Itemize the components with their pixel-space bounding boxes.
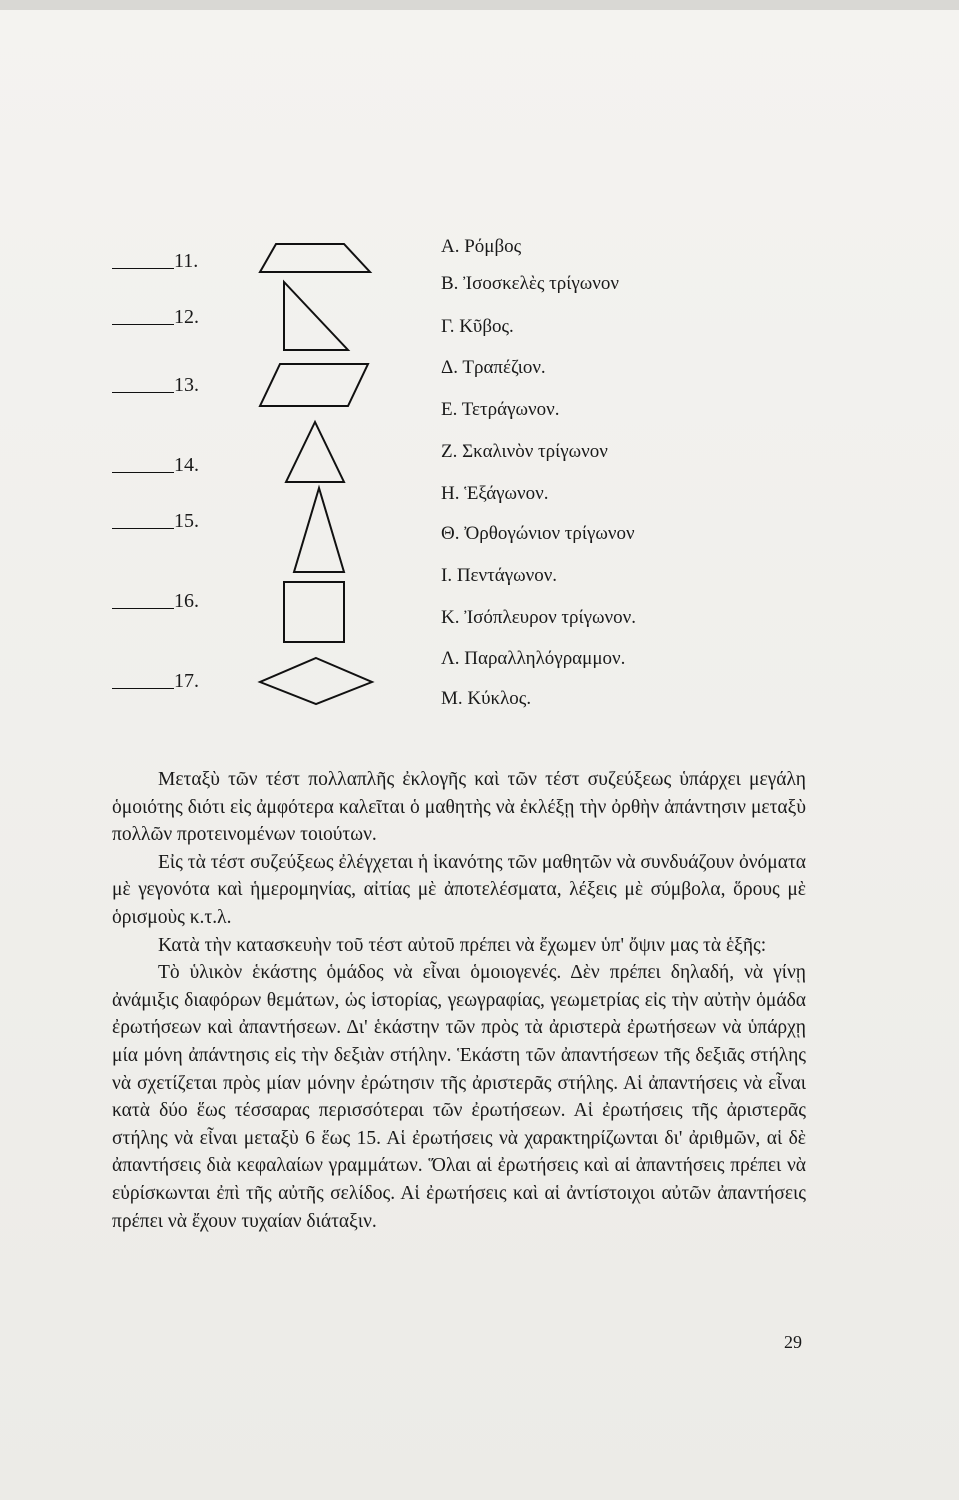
answer-option: Γ. Κῦβος.: [441, 316, 514, 337]
page-top-edge: [0, 0, 959, 10]
answer-option: Α. Ρόμβος: [441, 236, 522, 257]
answer-option: Ε. Τετράγωνον.: [441, 399, 560, 420]
question-number: 17.: [174, 670, 199, 692]
question-item: [112, 246, 222, 276]
paragraph: Τὸ ὑλικὸν ἑκάστης ὁμάδος νὰ εἶναι ὁμοιογενές. Δὲν πρέπει δηλαδή, νὰ γίνῃ ἀνάμιξις διαφόρων θεμάτων, ὡς ἱστορίας, γεωγραφίας, γεωμετρίας εἰς τὴν αὐτὴν ὁμάδα ἐρωτήσεων καὶ ἀπαντήσεων. Δι' ἑκάστην τῶν πρὸς τὰ ἀριστερὰ ἐρωτήσεων νὰ ὑπάρχῃ μία μόνη ἀπάντησις εἰς τὴν δεξιὰν στήλην. Ἑκάστη τῶν ἀπαντήσεων τῆς δεξιᾶς στήλης νὰ σχετίζεται πρὸς μίαν μόνην ἐρώτησιν τῆς ἀριστερᾶς στήλης. Αἱ ἀπαντήσεις νὰ εἶναι κατὰ δύο ἕως τέσσαρας περισσότεραι τῶν ἐρωτήσεων. Αἱ ἐρωτήσεις τῆς ἀριστερᾶς στήλης νὰ εἶναι μεταξὺ 6 ἕως 15. Αἱ ἐρωτήσεις νὰ χαρακτηρίζωνται δι' ἀριθμῶν, αἱ δὲ ἀπαντήσεις διὰ κεφαλαίων γραμμάτων. Ὅλαι αἱ ἐρωτήσεις καὶ αἱ ἀπαντήσεις πρέπει νὰ εὑρίσκωνται ἐπὶ τῆς αὐτῆς σελίδος. Αἱ ἐρωτήσεις καὶ αἱ ἀντίστοιχοι αὐτῶν ἀπαντήσεις πρέπει νὰ ἔχουν τυχαίαν διάταξιν.: [112, 962, 806, 1232]
answer-option: Δ. Τραπέζιον.: [441, 357, 546, 378]
question-item: [112, 586, 222, 616]
answer-option: Ζ. Σκαλινὸν τρίγωνον: [441, 441, 608, 462]
question-number: 11.: [174, 250, 199, 272]
parallelogram-shape: [260, 364, 368, 406]
answer-option: Η. Ἑξάγωνον.: [441, 483, 549, 504]
question-item: [112, 666, 222, 696]
answer-blank: [112, 392, 174, 393]
right-triangle-shape: [284, 282, 348, 350]
answer-blank: [112, 324, 174, 325]
answer-option: Κ. Ἰσόπλευρον τρίγωνον.: [441, 607, 636, 628]
answer-blank: [112, 688, 174, 689]
isosceles-triangle-shape: [294, 488, 344, 572]
body-text: [112, 766, 806, 1235]
answer-blank: [112, 268, 174, 269]
square-shape: [284, 582, 344, 642]
equilateral-triangle-shape: [286, 422, 344, 482]
paragraph: Κατὰ τὴν κατασκευὴν τοῦ τέστ αὐτοῦ πρέπει νὰ ἔχωμεν ὑπ' ὄψιν μας τὰ ἑξῆς:: [158, 934, 767, 956]
answer-option: Λ. Παραλληλόγραμμον.: [441, 648, 626, 669]
page-number: 29: [784, 1332, 802, 1352]
paragraph: Μεταξὺ τῶν τέστ πολλαπλῆς ἐκλογῆς καὶ τῶν τέστ συζεύξεως ὑπάρχει μεγάλη ὁμοιότης διότι εἰς ἀμφότερα καλεῖται ὁ μαθητὴς νὰ ἐκλέξῃ τὴν ὀρθὴν ἀπάντησιν μεταξὺ πολλῶν προτεινομένων τοιούτων.: [112, 769, 806, 846]
question-item: [112, 370, 222, 400]
answer-blank: [112, 472, 174, 473]
answer-option: Θ. Ὀρθογώνιον τρίγωνον: [441, 523, 635, 544]
question-number: 15.: [174, 510, 199, 532]
question-number: 12.: [174, 306, 199, 328]
question-item: [112, 302, 222, 332]
question-item: [112, 506, 222, 536]
shape-column: [250, 236, 380, 716]
answer-option: Ι. Πεντάγωνον.: [441, 565, 558, 586]
trapezoid-shape: [260, 244, 370, 272]
question-number: 14.: [174, 454, 199, 476]
answer-option: Β. Ἰσοσκελὲς τρίγωνον: [441, 273, 619, 294]
answer-option: Μ. Κύκλος.: [441, 688, 532, 709]
answer-blank: [112, 528, 174, 529]
paragraph: Εἰς τὰ τέστ συζεύξεως ἐλέγχεται ἡ ἱκανότης τῶν μαθητῶν νὰ συνδυάζουν ὀνόματα μὲ γεγονότα καὶ ἡμερομηνίας, αἰτίας μὲ ἀποτελέσματα, λέξεις μὲ σύμβολα, ὅρους μὲ ὁρισμοὺς κ.τ.λ.: [112, 851, 806, 928]
question-number: 13.: [174, 374, 199, 396]
question-number: 16.: [174, 590, 199, 612]
answer-blank: [112, 608, 174, 609]
question-item: [112, 450, 222, 480]
rhombus-shape: [260, 658, 372, 704]
